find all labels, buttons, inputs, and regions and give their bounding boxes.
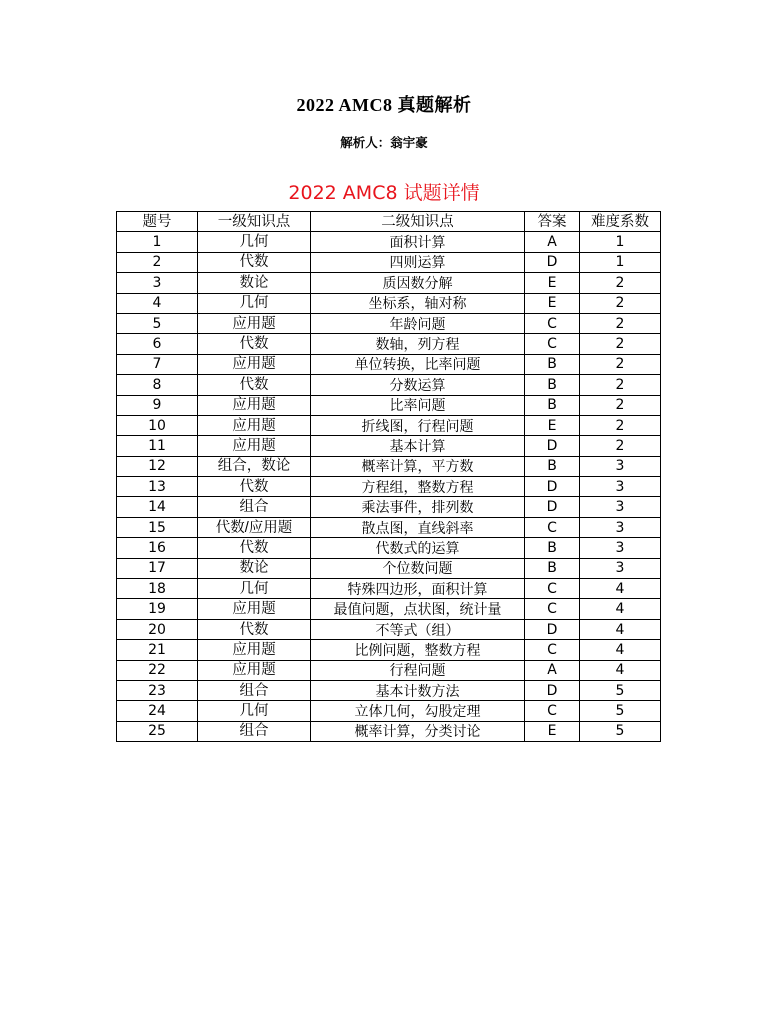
table-header-row — [117, 212, 661, 232]
answer-cell: C — [525, 701, 580, 721]
header-primary-topic: 一级知识点 — [198, 212, 311, 232]
table-row — [117, 334, 661, 354]
question-number-cell: 7 — [117, 354, 198, 374]
primary-topic-cell: 应用题 — [198, 640, 311, 660]
table-row — [117, 375, 661, 395]
difficulty-cell: 2 — [580, 273, 661, 293]
document-title: 2022 AMC8 真题解析 — [296, 95, 472, 115]
answer-cell: C — [525, 599, 580, 619]
secondary-topic-cell: 最值问题，点状图，统计量 — [311, 599, 525, 619]
table-row — [117, 538, 661, 558]
secondary-topic-cell: 概率计算，平方数 — [311, 456, 525, 476]
question-number-cell: 25 — [117, 721, 198, 741]
table-row — [117, 252, 661, 272]
primary-topic-cell: 几何 — [198, 579, 311, 599]
difficulty-cell: 3 — [580, 558, 661, 578]
primary-topic-cell: 应用题 — [198, 313, 311, 333]
answer-cell: C — [525, 313, 580, 333]
question-number-cell: 17 — [117, 558, 198, 578]
secondary-topic-cell: 方程组，整数方程 — [311, 477, 525, 497]
answer-cell: E — [525, 273, 580, 293]
question-number-cell: 20 — [117, 619, 198, 639]
question-number-cell: 9 — [117, 395, 198, 415]
primary-topic-cell: 组合，数论 — [198, 456, 311, 476]
table-row — [117, 395, 661, 415]
question-number-cell: 13 — [117, 477, 198, 497]
secondary-topic-cell: 基本计算 — [311, 436, 525, 456]
difficulty-cell: 2 — [580, 375, 661, 395]
secondary-topic-cell: 分数运算 — [311, 375, 525, 395]
question-number-cell: 22 — [117, 660, 198, 680]
difficulty-cell: 4 — [580, 640, 661, 660]
difficulty-cell: 3 — [580, 517, 661, 537]
answer-cell: A — [525, 660, 580, 680]
primary-topic-cell: 组合 — [198, 680, 311, 700]
secondary-topic-cell: 四则运算 — [311, 252, 525, 272]
answer-cell: D — [525, 436, 580, 456]
answer-cell: D — [525, 680, 580, 700]
header-difficulty: 难度系数 — [580, 212, 661, 232]
primary-topic-cell: 几何 — [198, 701, 311, 721]
difficulty-cell: 3 — [580, 497, 661, 517]
question-number-cell: 15 — [117, 517, 198, 537]
table-row — [117, 232, 661, 252]
difficulty-cell: 2 — [580, 415, 661, 435]
answer-cell: B — [525, 456, 580, 476]
table-row — [117, 456, 661, 476]
table-row — [117, 436, 661, 456]
difficulty-cell: 4 — [580, 660, 661, 680]
question-number-cell: 1 — [117, 232, 198, 252]
answer-cell: D — [525, 619, 580, 639]
question-number-cell: 4 — [117, 293, 198, 313]
secondary-topic-cell: 质因数分解 — [311, 273, 525, 293]
answer-cell: B — [525, 558, 580, 578]
primary-topic-cell: 数论 — [198, 558, 311, 578]
secondary-topic-cell: 面积计算 — [311, 232, 525, 252]
answer-cell: D — [525, 497, 580, 517]
table-row — [117, 660, 661, 680]
primary-topic-cell: 应用题 — [198, 395, 311, 415]
difficulty-cell: 1 — [580, 232, 661, 252]
table-row — [117, 497, 661, 517]
secondary-topic-cell: 概率计算，分类讨论 — [311, 721, 525, 741]
primary-topic-cell: 代数 — [198, 252, 311, 272]
secondary-topic-cell: 比率问题 — [311, 395, 525, 415]
primary-topic-cell: 代数 — [198, 477, 311, 497]
secondary-topic-cell: 单位转换，比率问题 — [311, 354, 525, 374]
primary-topic-cell: 应用题 — [198, 660, 311, 680]
answer-cell: E — [525, 293, 580, 313]
difficulty-cell: 4 — [580, 579, 661, 599]
table-row — [117, 354, 661, 374]
header-secondary-topic: 二级知识点 — [311, 212, 525, 232]
table-row — [117, 273, 661, 293]
table-row — [117, 701, 661, 721]
answer-cell: B — [525, 375, 580, 395]
question-number-cell: 19 — [117, 599, 198, 619]
secondary-topic-cell: 基本计数方法 — [311, 680, 525, 700]
table-row — [117, 558, 661, 578]
table-row — [117, 415, 661, 435]
question-number-cell: 2 — [117, 252, 198, 272]
table-row — [117, 721, 661, 741]
primary-topic-cell: 应用题 — [198, 415, 311, 435]
secondary-topic-cell: 立体几何，勾股定理 — [311, 701, 525, 721]
difficulty-cell: 5 — [580, 721, 661, 741]
answer-cell: B — [525, 538, 580, 558]
header-answer: 答案 — [525, 212, 580, 232]
table-body — [117, 232, 661, 742]
secondary-topic-cell: 代数式的运算 — [311, 538, 525, 558]
table-row — [117, 293, 661, 313]
question-number-cell: 21 — [117, 640, 198, 660]
secondary-topic-cell: 数轴，列方程 — [311, 334, 525, 354]
answer-cell: B — [525, 354, 580, 374]
secondary-topic-cell: 特殊四边形，面积计算 — [311, 579, 525, 599]
difficulty-cell: 2 — [580, 293, 661, 313]
primary-topic-cell: 代数 — [198, 334, 311, 354]
difficulty-cell: 3 — [580, 538, 661, 558]
question-number-cell: 24 — [117, 701, 198, 721]
question-number-cell: 10 — [117, 415, 198, 435]
answer-cell: C — [525, 579, 580, 599]
difficulty-cell: 4 — [580, 619, 661, 639]
difficulty-cell: 3 — [580, 477, 661, 497]
difficulty-cell: 5 — [580, 701, 661, 721]
primary-topic-cell: 应用题 — [198, 436, 311, 456]
primary-topic-cell: 组合 — [198, 497, 311, 517]
table-row — [117, 517, 661, 537]
question-number-cell: 5 — [117, 313, 198, 333]
table-row — [117, 313, 661, 333]
question-number-cell: 16 — [117, 538, 198, 558]
table-row — [117, 619, 661, 639]
table-row — [117, 640, 661, 660]
answer-cell: B — [525, 395, 580, 415]
difficulty-cell: 2 — [580, 395, 661, 415]
difficulty-cell: 2 — [580, 313, 661, 333]
answer-cell: D — [525, 477, 580, 497]
secondary-topic-cell: 折线图，行程问题 — [311, 415, 525, 435]
secondary-topic-cell: 行程问题 — [311, 660, 525, 680]
difficulty-cell: 2 — [580, 334, 661, 354]
primary-topic-cell: 应用题 — [198, 599, 311, 619]
difficulty-cell: 3 — [580, 456, 661, 476]
table-row — [117, 599, 661, 619]
secondary-topic-cell: 散点图，直线斜率 — [311, 517, 525, 537]
secondary-topic-cell: 坐标系，轴对称 — [311, 293, 525, 313]
answer-cell: D — [525, 252, 580, 272]
secondary-topic-cell: 比例问题，整数方程 — [311, 640, 525, 660]
table-row — [117, 680, 661, 700]
primary-topic-cell: 代数 — [198, 538, 311, 558]
answer-cell: C — [525, 334, 580, 354]
difficulty-cell: 2 — [580, 354, 661, 374]
answer-cell: E — [525, 721, 580, 741]
question-number-cell: 6 — [117, 334, 198, 354]
question-number-cell: 23 — [117, 680, 198, 700]
question-details-table — [116, 211, 661, 742]
question-number-cell: 8 — [117, 375, 198, 395]
primary-topic-cell: 应用题 — [198, 354, 311, 374]
difficulty-cell: 2 — [580, 436, 661, 456]
secondary-topic-cell: 个位数问题 — [311, 558, 525, 578]
table-row — [117, 477, 661, 497]
table-title: 2022 AMC8 试题详情 — [288, 182, 480, 204]
primary-topic-cell: 几何 — [198, 232, 311, 252]
difficulty-cell: 5 — [580, 680, 661, 700]
answer-cell: E — [525, 415, 580, 435]
primary-topic-cell: 代数/应用题 — [198, 517, 311, 537]
header-question-number: 题号 — [117, 212, 198, 232]
question-number-cell: 12 — [117, 456, 198, 476]
primary-topic-cell: 几何 — [198, 293, 311, 313]
question-number-cell: 3 — [117, 273, 198, 293]
difficulty-cell: 1 — [580, 252, 661, 272]
author-line: 解析人：翁宇豪 — [340, 135, 428, 150]
answer-cell: C — [525, 640, 580, 660]
secondary-topic-cell: 不等式（组） — [311, 619, 525, 639]
difficulty-cell: 4 — [580, 599, 661, 619]
answer-cell: A — [525, 232, 580, 252]
answer-cell: C — [525, 517, 580, 537]
question-number-cell: 14 — [117, 497, 198, 517]
primary-topic-cell: 代数 — [198, 375, 311, 395]
secondary-topic-cell: 年龄问题 — [311, 313, 525, 333]
question-number-cell: 18 — [117, 579, 198, 599]
primary-topic-cell: 数论 — [198, 273, 311, 293]
secondary-topic-cell: 乘法事件，排列数 — [311, 497, 525, 517]
primary-topic-cell: 组合 — [198, 721, 311, 741]
primary-topic-cell: 代数 — [198, 619, 311, 639]
table-row — [117, 579, 661, 599]
question-number-cell: 11 — [117, 436, 198, 456]
